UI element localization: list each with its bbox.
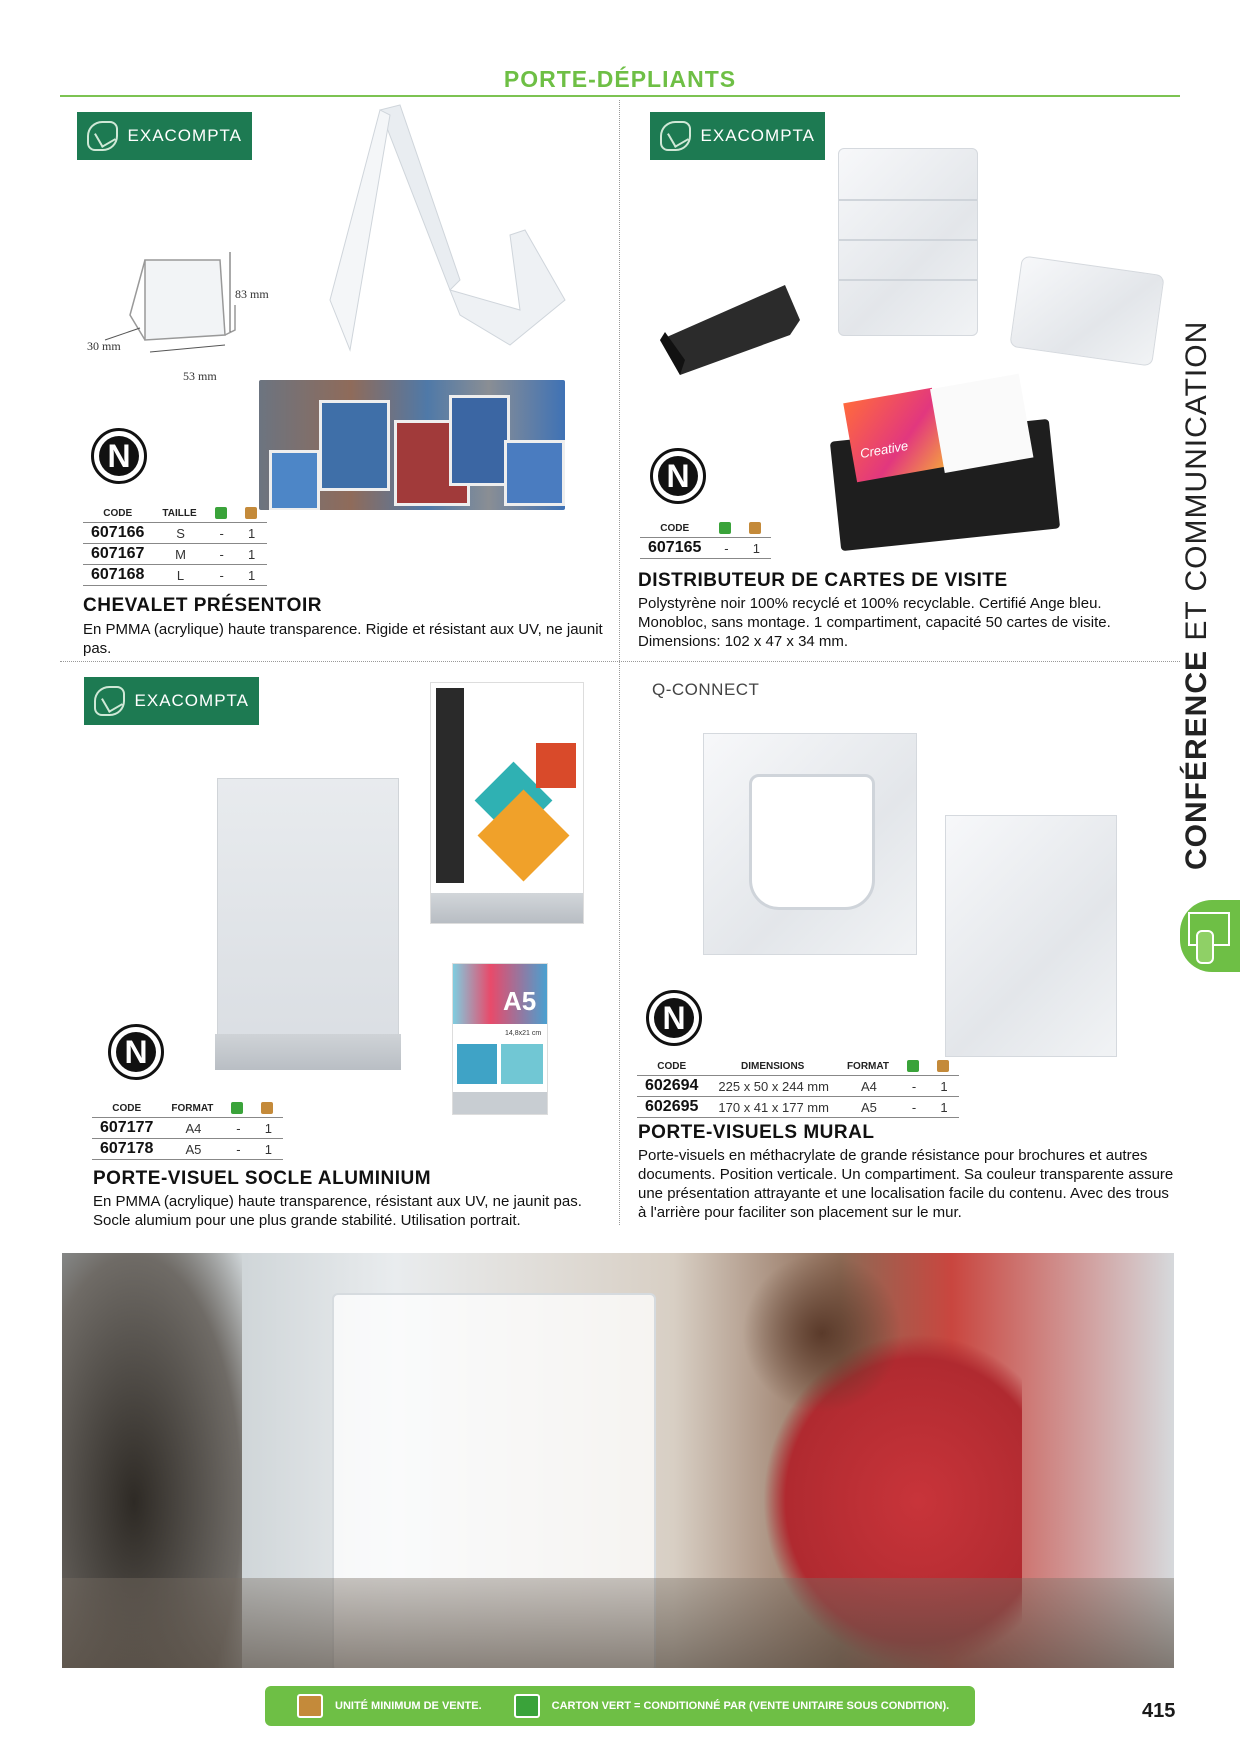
clear-card-holder-photo xyxy=(1009,255,1164,366)
legend-bar xyxy=(265,1686,975,1726)
green-carton-icon xyxy=(719,522,731,534)
col-taille: TAILLE xyxy=(162,507,197,519)
sidebar-bold: CONFÉRENCE xyxy=(1180,649,1213,870)
col-format: FORMAT xyxy=(846,1060,889,1072)
product-name: CHEVALET PRÉSENTOIR xyxy=(83,595,322,616)
product-description: Porte-visuels en méthacrylate de grande résistance pour brochures et autres documents. Position verticale. Un compartiment. Sa couleur transparente assure une présentation attrayante et une localisation facile du contenu. Avec des trous à l'arrière pour faciliter son placement sur le mur. xyxy=(638,1147,1174,1221)
brand-name: EXACOMPTA xyxy=(700,126,815,145)
depth-label: 30 mm xyxy=(87,339,121,353)
lifestyle-photo xyxy=(62,1253,1174,1668)
family-photos-image xyxy=(259,380,565,510)
width-label: 53 mm xyxy=(183,369,217,380)
distributeur-table xyxy=(640,520,771,559)
n-badge-icon: N xyxy=(650,448,706,504)
chevalet-table xyxy=(83,505,267,586)
green-carton-icon xyxy=(215,507,227,519)
title-rule xyxy=(60,95,1180,97)
section-title: PORTE-DÉPLIANTS xyxy=(503,66,737,92)
col-code: CODE xyxy=(112,1102,142,1114)
mural-table xyxy=(637,1058,959,1118)
column-divider xyxy=(619,100,620,1225)
green-carton-icon xyxy=(514,1694,540,1718)
n-badge-icon: N xyxy=(646,990,702,1046)
green-carton-icon xyxy=(907,1060,919,1072)
product-description: En PMMA (acrylique) haute transparence, résistant aux UV, ne jaunit pas. Socle alumium pour une plus grande stabilité. Utilisation portrait. xyxy=(93,1193,582,1229)
product-description: En PMMA (acrylique) haute transparence. Rigide et résistant aux UV, ne jaunit pas. xyxy=(83,621,603,657)
n-badge-icon: N xyxy=(108,1024,164,1080)
qconnect-logo: Q-CONNECT xyxy=(652,680,760,699)
page-number: 415 xyxy=(1142,1700,1176,1722)
green-carton-icon xyxy=(231,1102,243,1114)
product-name: DISTRIBUTEUR DE CARTES DE VISITE xyxy=(638,570,1008,591)
row-divider xyxy=(60,661,1180,662)
table-row: 602695 170 x 41 x 177 mm A5 - 1 xyxy=(637,1097,959,1118)
chevalet-dimension-drawing xyxy=(85,240,285,380)
black-holder-with-cards-photo xyxy=(830,419,1060,551)
table-row: 607166 S - 1 xyxy=(83,523,267,544)
table-row: 607167 M - 1 xyxy=(83,544,267,565)
box-icon xyxy=(261,1102,273,1114)
chevalet-product-photo xyxy=(310,100,580,370)
brand-name: EXACOMPTA xyxy=(134,691,249,710)
legend-carton: CARTON VERT = CONDITIONNÉ PAR (VENTE UNITAIRE SOUS CONDITION). xyxy=(514,1694,950,1718)
n-badge-icon: N xyxy=(91,428,147,484)
box-icon xyxy=(937,1060,949,1072)
col-code: CODE xyxy=(657,1060,687,1072)
table-row: 607177 A4 - 1 xyxy=(92,1118,283,1139)
col-format: FORMAT xyxy=(171,1102,214,1114)
business-card: Creative xyxy=(843,388,946,482)
box-icon xyxy=(245,507,257,519)
wall-holder-front-photo xyxy=(703,733,917,955)
clear-tiered-holder-photo xyxy=(838,148,978,336)
exacompta-leaf-icon xyxy=(87,121,118,151)
brand-name: EXACOMPTA xyxy=(127,126,242,145)
porte-visuel-table xyxy=(92,1100,283,1160)
a5-size: 14,8x21 cm xyxy=(505,1030,542,1037)
table-row: 602694 225 x 50 x 244 mm A4 - 1 xyxy=(637,1076,959,1097)
product-name: PORTE-VISUELS MURAL xyxy=(638,1122,875,1143)
exacompta-logo xyxy=(650,112,825,160)
hand-sign-icon xyxy=(1180,900,1240,972)
exacompta-logo xyxy=(77,112,252,160)
exacompta-leaf-icon xyxy=(660,121,691,151)
table-row: 607168 L - 1 xyxy=(83,565,267,586)
black-card-holder-photo xyxy=(655,280,805,380)
section-sidebar-label xyxy=(1180,321,1214,870)
a5-label: A5 xyxy=(503,986,537,1016)
acrylic-panel-photo xyxy=(217,778,399,1070)
exacompta-logo xyxy=(84,677,259,725)
wall-holder-side-photo xyxy=(945,815,1117,1057)
exacompta-leaf-icon xyxy=(94,686,125,716)
col-code: CODE xyxy=(660,522,690,534)
table-row: 607165 - 1 xyxy=(640,538,771,559)
col-code: CODE xyxy=(103,507,133,519)
table-row: 607178 A5 - 1 xyxy=(92,1139,283,1160)
product-description: Polystyrène noir 100% recyclé et 100% recyclable. Certifié Ange bleu. Monobloc, sans montage. 1 compartiment, capacité 50 cartes de visite. Dimensions: 102 x 47 x 34 mm. xyxy=(638,595,1111,650)
box-icon xyxy=(297,1694,323,1718)
product-name: PORTE-VISUEL SOCLE ALUMINIUM xyxy=(93,1168,432,1189)
box-icon xyxy=(749,522,761,534)
col-dimensions: DIMENSIONS xyxy=(741,1060,805,1072)
legend-unit: UNITÉ MINIMUM DE VENTE. xyxy=(297,1694,482,1718)
menu-display-photo xyxy=(430,682,584,924)
height-label: 83 mm xyxy=(235,287,269,301)
a5-display-photo xyxy=(452,963,548,1115)
sidebar-light: ET COMMUNICATION xyxy=(1180,320,1213,641)
